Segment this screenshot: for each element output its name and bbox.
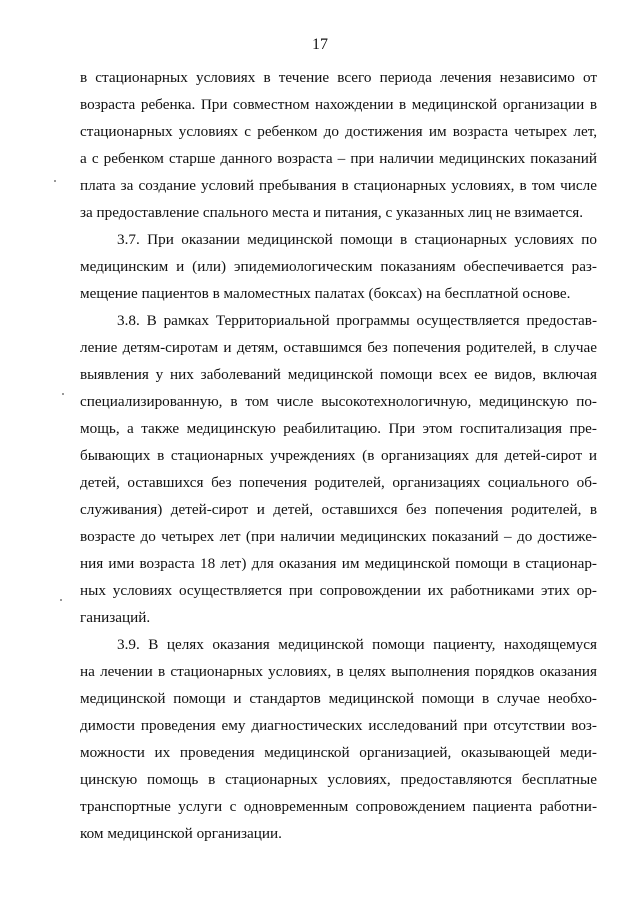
text-line: на лечении в стационарных условиях, в целях выполнения порядков оказания xyxy=(80,663,597,680)
text-line: стационарных условиях с ребенком до достижения им возраста четырех лет, xyxy=(80,123,597,140)
text-line: мощь, а также медицинскую реабилитацию. При этом госпитализация пре- xyxy=(80,420,597,437)
text-line: медицинской помощи и стандартов медицинской помощи в случае необхо- xyxy=(80,690,597,707)
text-line: димости проведения ему диагностических исследований при отсутствии воз- xyxy=(80,717,597,734)
text-line: ния ими возраста 18 лет) для оказания им медицинской помощи в стационар- xyxy=(80,555,597,572)
text-line: медицинским и (или) эпидемиологическим показаниям обеспечивается раз- xyxy=(80,258,597,275)
text-line: в стационарных условиях в течение всего периода лечения независимо от xyxy=(80,69,597,86)
text-line: специализированную, в том числе высокотехнологичную, медицинскую по- xyxy=(80,393,597,410)
text-line: детей, оставшихся без попечения родителей, организациях социального об- xyxy=(80,474,597,491)
scan-speck xyxy=(62,393,64,395)
text-line: ком медицинской организации. xyxy=(80,825,282,842)
page-number: 17 xyxy=(312,36,328,53)
text-line: бывающих в стационарных учреждениях (в организациях для детей-сирот и xyxy=(80,447,597,464)
paragraph-3-9-start: 3.9. В целях оказания медицинской помощи пациенту, находящемуся xyxy=(117,636,597,653)
scan-speck xyxy=(60,599,62,601)
text-line: возрасте до четырех лет (при наличии медицинских показаний – до достиже- xyxy=(80,528,597,545)
text-line: цинскую помощь в стационарных условиях, предоставляются бесплатные xyxy=(80,771,597,788)
text-line: выявления у них заболеваний медицинской помощи всех ее видов, включая xyxy=(80,366,597,383)
text-line: плата за создание условий пребывания в стационарных условиях, в том числе xyxy=(80,177,597,194)
text-line: возраста ребенка. При совместном нахождении в медицинской организации в xyxy=(80,96,597,113)
paragraph-3-7-start: 3.7. При оказании медицинской помощи в стационарных условиях по xyxy=(117,231,597,248)
scan-speck xyxy=(54,180,56,182)
text-line: служивания) детей-сирот и детей, оставшихся без попечения родителей, в xyxy=(80,501,597,518)
text-line: ганизаций. xyxy=(80,609,151,626)
text-line: а с ребенком старше данного возраста – при наличии медицинских показаний xyxy=(80,150,597,167)
paragraph-3-8-start: 3.8. В рамках Территориальной программы осуществляется предостав- xyxy=(117,312,597,329)
text-line: можности их проведения медицинской организацией, оказывающей меди- xyxy=(80,744,597,761)
text-line: ление детям-сиротам и детям, оставшимся без попечения родителей, в случае xyxy=(80,339,597,356)
text-line: мещение пациентов в маломестных палатах (боксах) на бесплатной основе. xyxy=(80,285,571,302)
text-line: транспортные услуги с одновременным сопровождением пациента работни- xyxy=(80,798,597,815)
text-line: за предоставление спального места и питания, с указанных лиц не взимается. xyxy=(80,204,584,221)
text-line: ных условиях осуществляется при сопровождении их работниками этих ор- xyxy=(80,582,597,599)
